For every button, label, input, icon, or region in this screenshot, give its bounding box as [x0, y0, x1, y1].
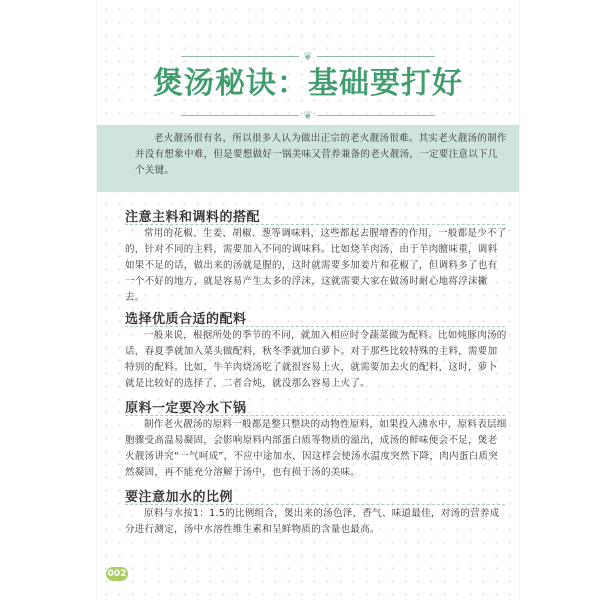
intro-box — [97, 125, 519, 192]
section-text: 一般来说，根据所处的季节的不同，就加入相应时令蔬菜做为配料。比如炖豚肉汤的话，春夏季就加入菜头做配料，秋冬季就加白萝卜。对于那些比较特殊的主料，需要加特别的配料。比如，牛羊肉烧汤吃了就很容易上火，就需要加去火的配料，这时，萝卜就是比较好的选择了，二者合炖，就没那么容易上火了。 — [125, 330, 507, 389]
intro-text: 老火靓汤很有名，所以很多人认为做出正宗的老火靓汤很难。其实老火靓汤的制作并没有想象中难，但是要想做好一锅美味又营养兼备的老火靓汤，一定要注意以下几个关键。 — [135, 133, 507, 176]
section-title: 注意主料和调料的搭配 — [125, 206, 260, 225]
section-text: 常用的花椒、生姜、胡椒、葱等调味料，这些都起去腥增香的作用，一般都是少不了的，针对不同的主料，需要加入不同的调味料。比如烧羊肉汤，由于羊肉膻味重，调料如果不足的话，做出来的汤就是腥的，这时就需要多加姜片和花椒了，但调料多了也有一个不好的地方，就是容易产生太多的浮沫，这就需要大家在做汤时耐心地将浮沫撇去。 — [125, 228, 507, 303]
section-title: 原料一定要冷水下锅 — [125, 397, 247, 416]
page-number-badge: 002 — [107, 569, 127, 579]
scroll-flourish-icon: ❦ — [303, 49, 313, 63]
section-text: 制作老火靓汤的原料一般都是整只整块的动物性原料，如果投入沸水中，原料表层细胞骤受高温易凝固，会影响原料内部蛋白质等物质的溢出，成汤的鲜味便会不足，煲老火靓汤讲究“一气呵成”，不应中途加水，因这样会使汤水温度突然下降，肉内蛋白质突然凝固，再不能充分溶解于汤中，也有损于汤的美味。 — [125, 419, 507, 478]
ornament-top — [97, 50, 519, 62]
ornament-bottom — [97, 109, 519, 121]
section-title: 选择优质合适的配料 — [125, 308, 247, 327]
section-text: 原料与水按1：1.5的比例组合，煲出来的汤色泽、香气、味道最佳，对汤的营养成分进行测定，汤中水溶性维生素和呈鲜物质的含量也最高。 — [125, 508, 500, 535]
scroll-flourish-icon: ❦ — [303, 108, 313, 122]
book-page — [97, 0, 519, 600]
page-title: 煲汤秘诀：基础要打好 — [153, 66, 463, 101]
section-title: 要注意加水的比例 — [125, 486, 233, 505]
